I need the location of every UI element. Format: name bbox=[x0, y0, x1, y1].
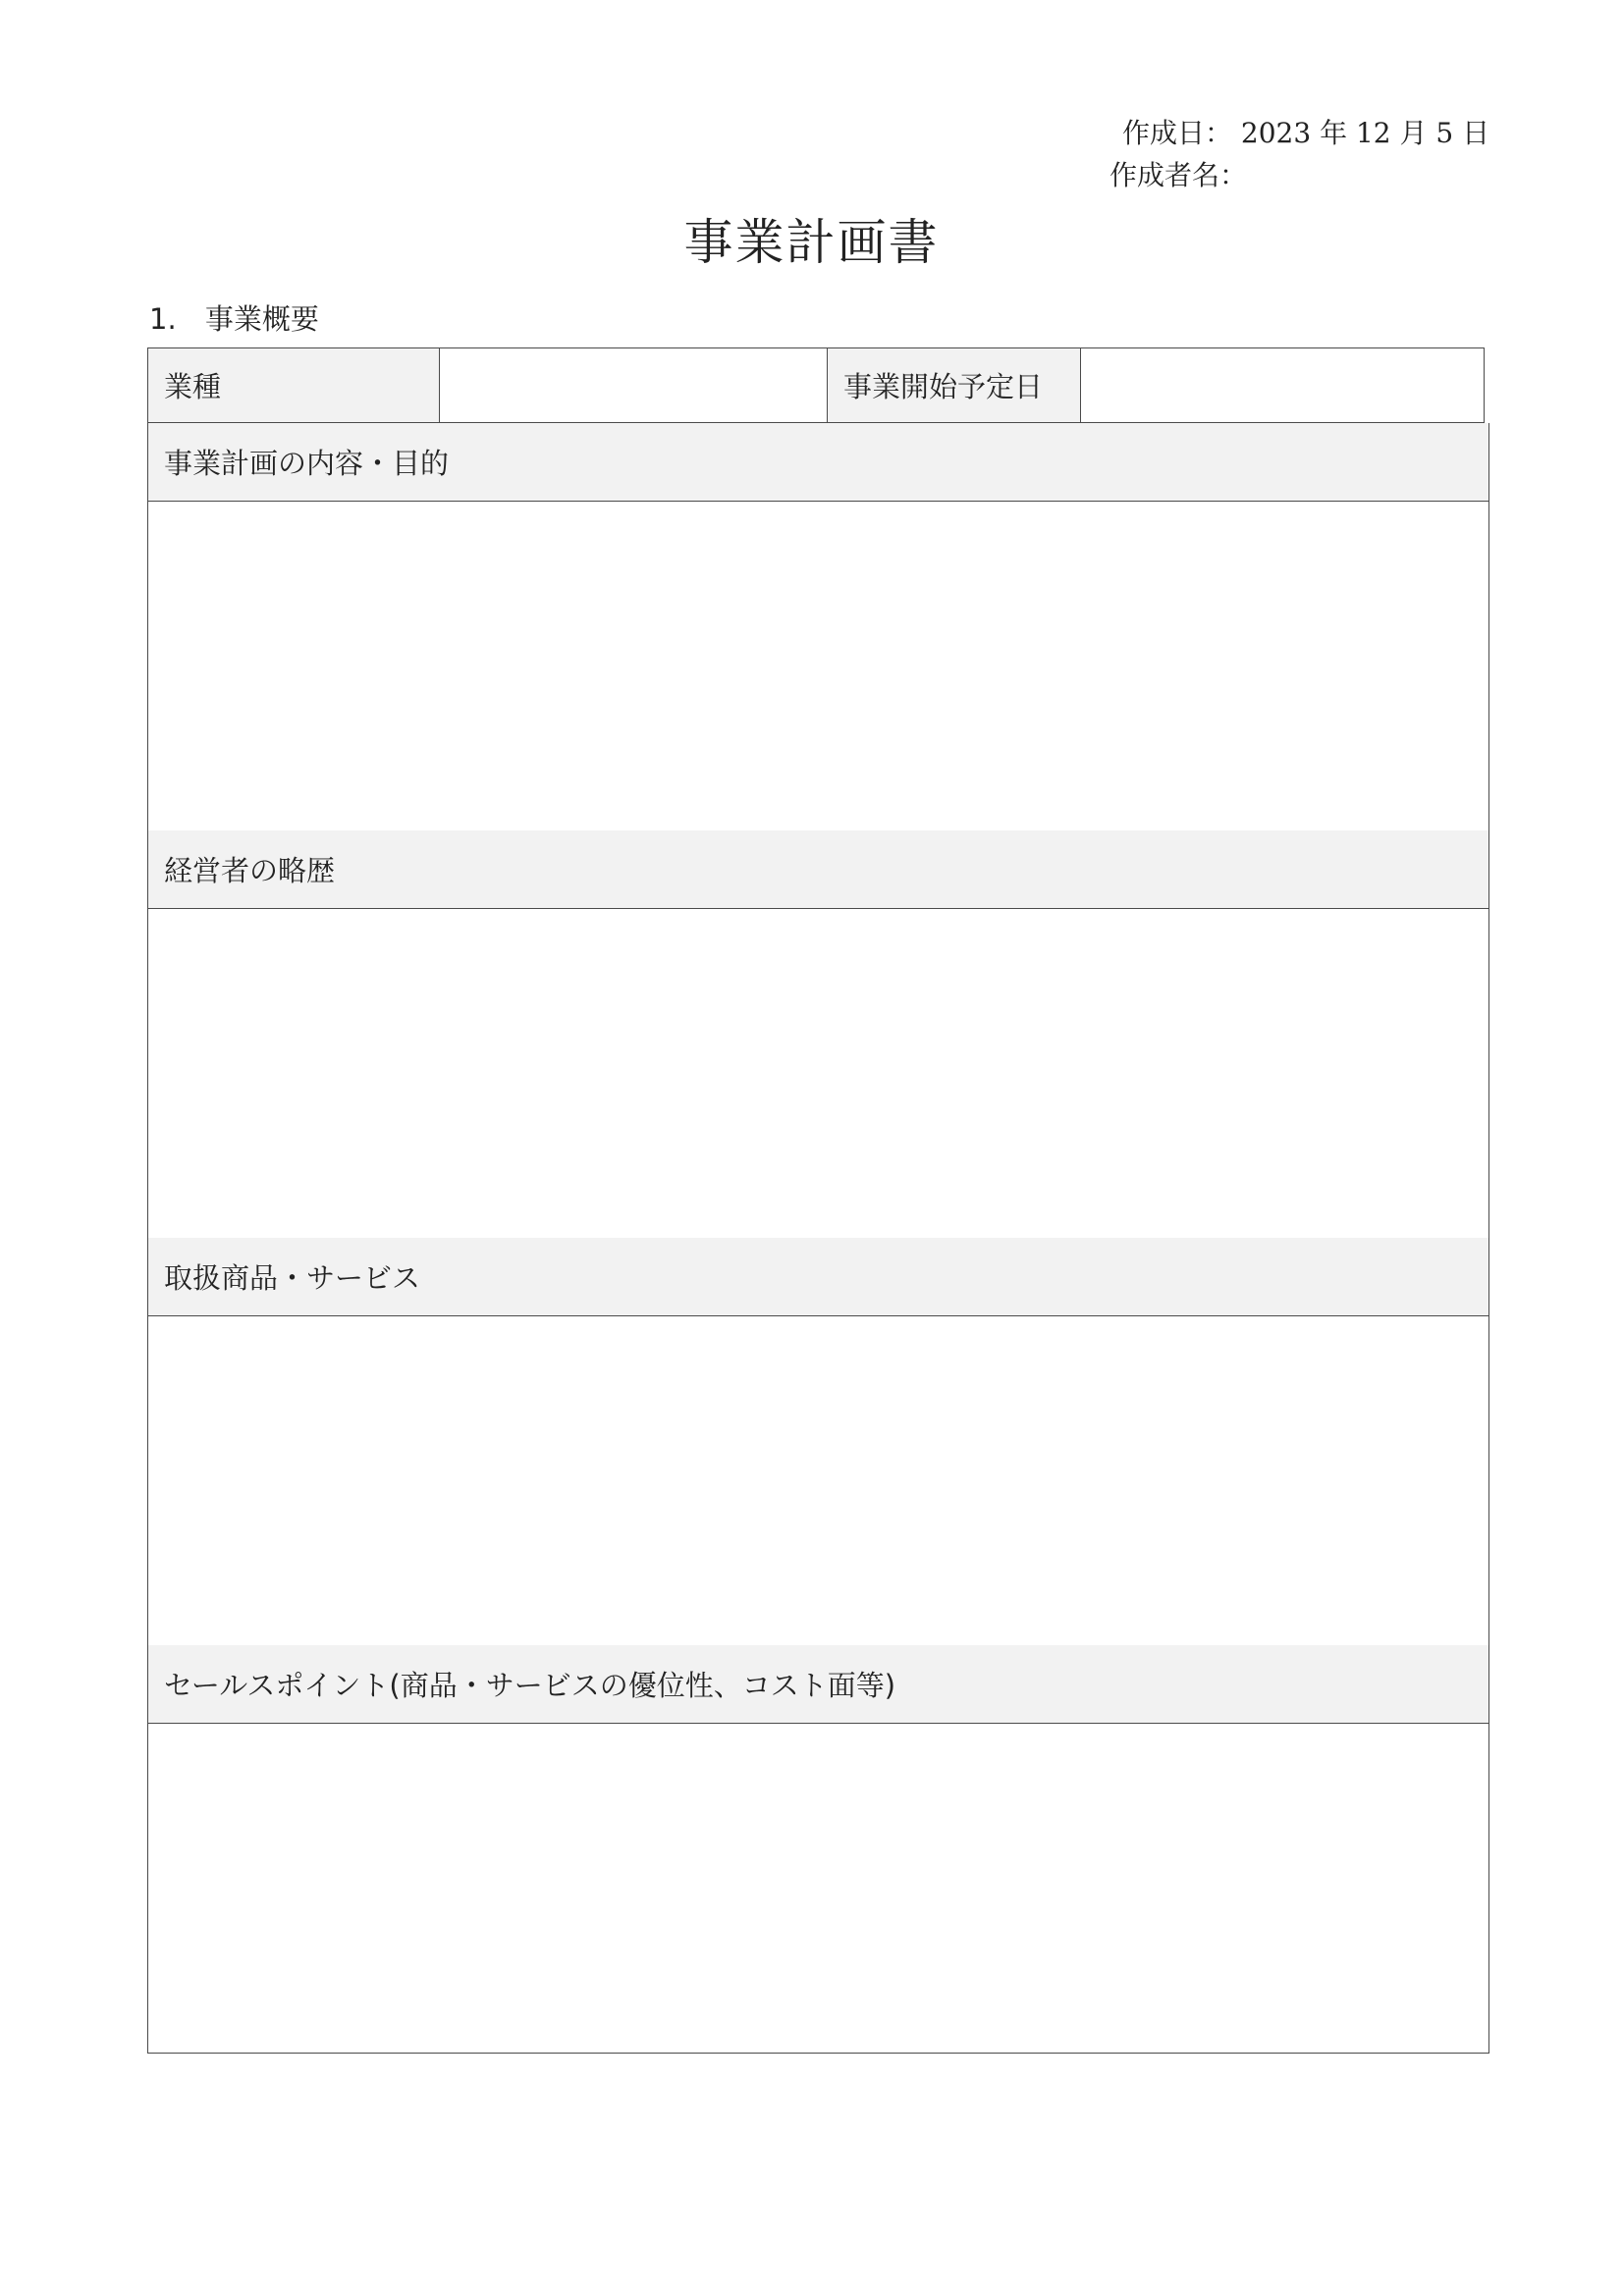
start-date-label: 事業開始予定日 bbox=[828, 348, 1081, 422]
industry-field[interactable] bbox=[440, 348, 828, 422]
author-label: 作成者名： bbox=[1109, 159, 1248, 191]
section-title: 事業概要 bbox=[204, 302, 319, 336]
created-date-value[interactable]: 2023 年 12 月 5 日 bbox=[1240, 117, 1490, 149]
manager-history-block bbox=[147, 830, 1489, 1239]
industry-label: 業種 bbox=[148, 348, 440, 422]
selling-points-block bbox=[147, 1645, 1489, 2054]
selling-points-label: セールスポイント(商品・サービスの優位性、コスト面等) bbox=[148, 1645, 1488, 1724]
section-heading bbox=[149, 302, 319, 336]
created-date-label: 作成日： bbox=[1122, 117, 1233, 149]
created-date bbox=[1122, 117, 1490, 149]
plan-content-field[interactable] bbox=[148, 502, 1488, 830]
start-date-field[interactable] bbox=[1081, 348, 1484, 422]
plan-content-block bbox=[147, 423, 1489, 831]
section-number: 1. bbox=[149, 302, 177, 336]
products-services-block bbox=[147, 1238, 1489, 1646]
manager-history-label: 経営者の略歴 bbox=[148, 830, 1488, 909]
plan-content-label: 事業計画の内容・目的 bbox=[148, 423, 1488, 502]
products-services-field[interactable] bbox=[148, 1316, 1488, 1645]
summary-table-row bbox=[147, 347, 1485, 423]
products-services-label: 取扱商品・サービス bbox=[148, 1238, 1488, 1316]
manager-history-field[interactable] bbox=[148, 909, 1488, 1238]
document-title: 事業計画書 bbox=[683, 214, 940, 271]
author bbox=[1109, 159, 1248, 191]
selling-points-field[interactable] bbox=[148, 1724, 1488, 2053]
